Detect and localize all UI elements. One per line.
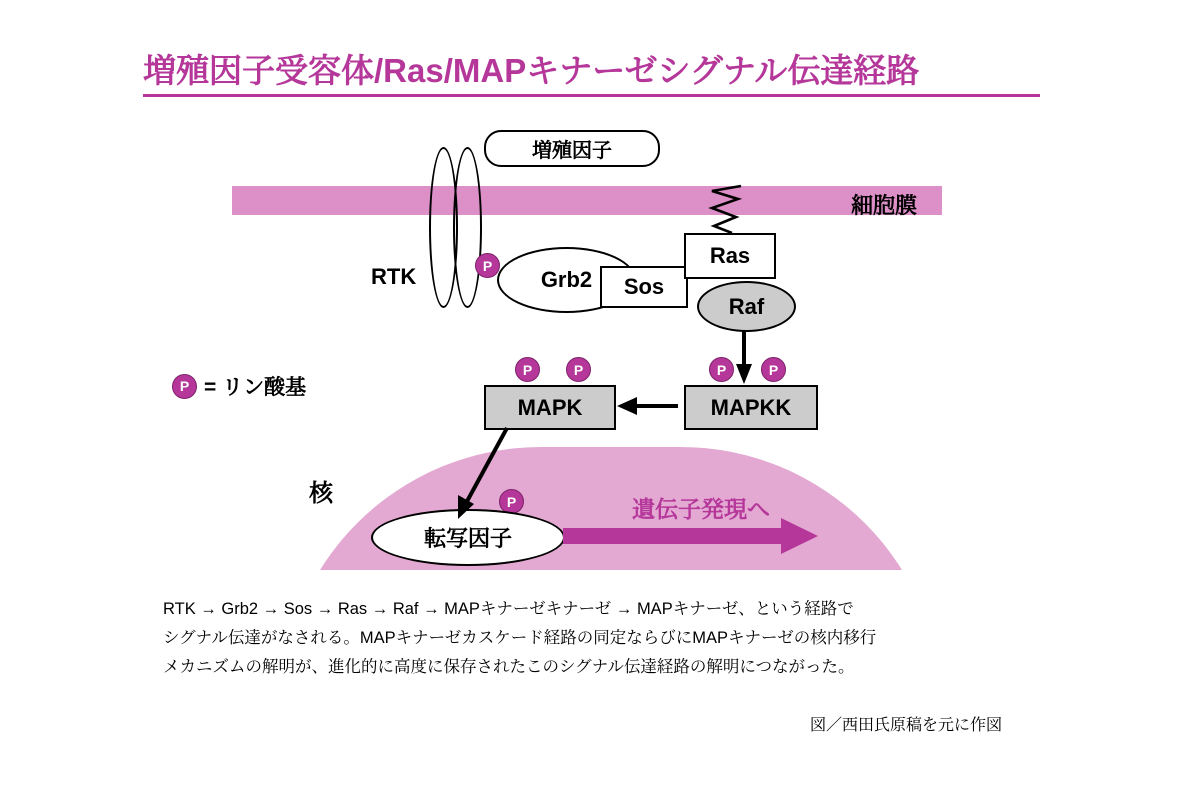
rtk-label: RTK [371, 264, 417, 289]
arrow-mapkk-to-mapk [617, 397, 637, 415]
arrow-raf-to-mapkk [736, 364, 752, 384]
phosphate-icon-mapk-2: P [566, 357, 591, 382]
cell-membrane [232, 186, 942, 215]
growth-factor-capsule: 増殖因子 [484, 130, 660, 167]
caption-line-3: メカニズムの解明が、進化的に高度に保存されたこのシグナル伝達経路の解明につながった。 [163, 657, 855, 676]
phosphate-icon-tf: P [499, 489, 524, 514]
grb2-node: Grb2 [497, 247, 636, 313]
legend-label: = リン酸基 [204, 376, 307, 399]
title-divider [143, 94, 1040, 97]
phosphate-icon-mapkk-1: P [709, 357, 734, 382]
credit-line: 図／西田氏原稿を元に作図 [810, 717, 1003, 734]
phosphate-icon-rtk: P [475, 253, 500, 278]
sos-node: Sos [600, 266, 688, 308]
phosphate-icon-legend: P [172, 374, 197, 399]
ras-node: Ras [684, 233, 776, 279]
caption-line-1: RTK → Grb2 → Sos → Ras → Raf → MAPキナーゼキナーゼ → MAPキナーゼ、という経路で [163, 600, 854, 618]
gene-expression-label: 遺伝子発現へ [632, 496, 770, 522]
legend [172, 371, 306, 401]
page-title: 増殖因子受容体/Ras/MAPキナーゼシグナル伝達経路 [143, 52, 920, 89]
mapk-node: MAPK [484, 385, 616, 430]
mapkk-node: MAPKK [684, 385, 818, 430]
raf-node: Raf [697, 281, 796, 332]
caption-block [163, 595, 1003, 682]
phosphate-icon-mapk-1: P [515, 357, 540, 382]
phosphate-icon-mapkk-2: P [761, 357, 786, 382]
transcription-factor-node: 転写因子 [371, 509, 565, 566]
nucleus-label: 核 [309, 480, 333, 507]
caption-line-2: シグナル伝達がなされる。MAPキナーゼカスケード経路の同定ならびにMAPキナーゼの核内移行 [163, 628, 877, 647]
nucleus-region [281, 447, 941, 570]
rtk-receptor-right [453, 147, 482, 308]
cell-membrane-label: 細胞膜 [851, 193, 918, 218]
